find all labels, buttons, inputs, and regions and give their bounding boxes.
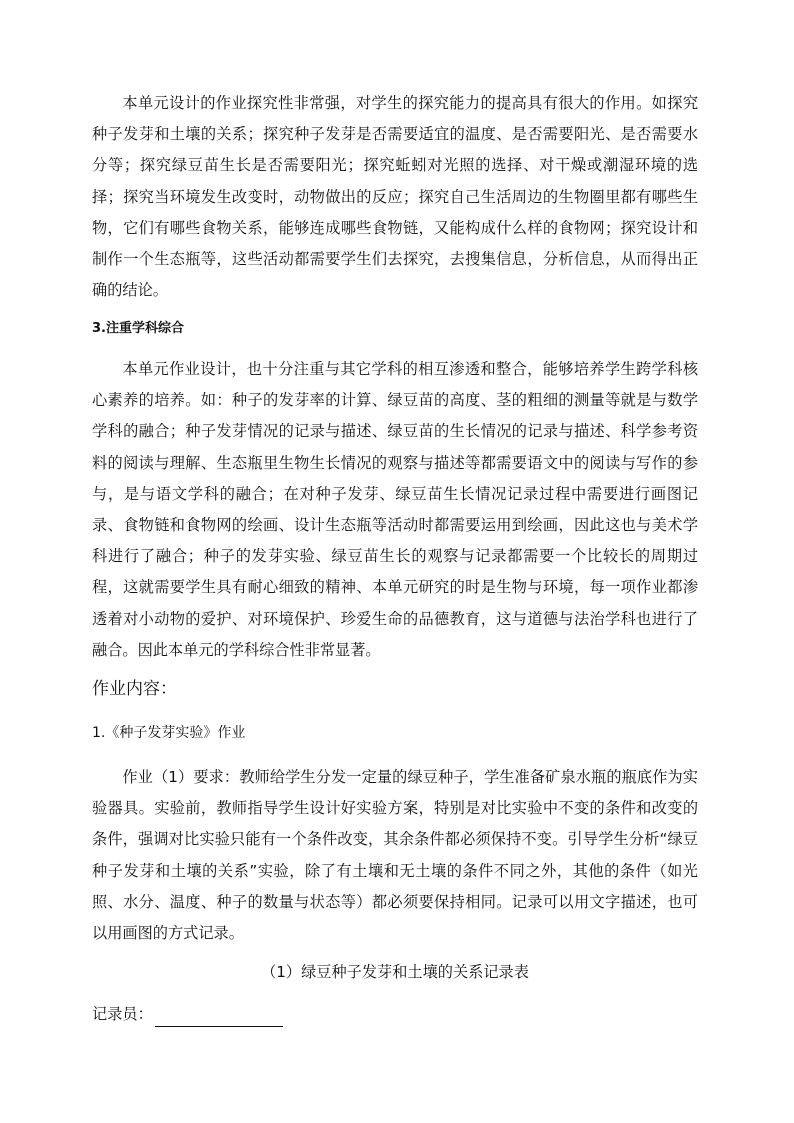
paragraph-integration: 本单元作业设计，也十分注重与其它学科的相互渗透和整合，能够培养学生跨学科核心素养的培养。如：种子的发芽率的计算、绿豆苗的高度、茎的粗细的测量等就是与数学学科的融合；种子发芽情况的记录与描述、绿豆苗的生长情况的记录与描述、科学参考资料的阅读与理解、生态瓶里生物生长情况的观察与描述等都需要语文中的阅读与写作的参与，是与语文学科的融合；在对种子发芽、绿豆苗生长情况记录过程中需要进行画图记录、食物链和食物网的绘画、设计生态瓶等活动时都需要运用到绘画，因此这也与美术学科进行了融合；种子的发芽实验、绿豆苗生长的观察与记录都需要一个比较长的周期过程，这就需要学生具有耐心细致的精神、本单元研究的时是生物与环境，每一项作业都渗透着对小动物的爱护、对环境保护、珍爱生命的品德教育，这与道德与法治学科也进行了融合。因此本单元的学科综合性非常显著。 [92, 360, 698, 659]
recorder-blank-line[interactable] [155, 1006, 283, 1027]
paragraph-requirement: 作业（1）要求：教师给学生分发一定量的绿豆种子，学生准备矿泉水瓶的瓶底作为实验器具。实验前，教师指导学生设计好实验方案，特别是对比实验中不变的条件和改变的条件，强调对比实验只能有一个条件改变，其余条件都必须保持不变。引导学生分析“绿豆种子发芽和土壤的关系”实验，除了有土壤和无土壤的条件不同之外，其他的条件（如光照、水分、温度、种子的数量与状态等）都必须要保持相同。记录可以用文字描述，也可以用画图的方式记录。 [92, 768, 698, 943]
recorder-label: 记录员： [92, 1005, 153, 1023]
paragraph-inquiry: 本单元设计的作业探究性非常强，对学生的探究能力的提高具有很大的作用。如探究种子发芽和土壤的关系；探究种子发芽是否需要适宜的温度、是否需要阳光、是否需要水分等；探究绿豆苗生长是否需要阳光；探究蚯蚓对光照的选择、对干燥或潮湿环境的选择；探究当环境发生改变时，动物做出的反应；探究自己生活周边的生物圈里都有哪些生物，它们有哪些食物关系，能够连成哪些食物链，又能构成什么样的食物网；探究设计和制作一个生态瓶等，这些活动都需要学生们去探究，去搜集信息，分析信息，从而得出正确的结论。 [92, 94, 698, 300]
item-title-seed-experiment: 1.《种子发芽实验》作业 [92, 725, 246, 741]
heading-subject-integration: 3.注重学科综合 [92, 321, 184, 336]
recorder-field [92, 1001, 283, 1027]
section-title-homework-content: 作业内容： [92, 679, 177, 699]
table-caption: （1）绿豆种子发芽和土壤的关系记录表 [261, 963, 529, 981]
